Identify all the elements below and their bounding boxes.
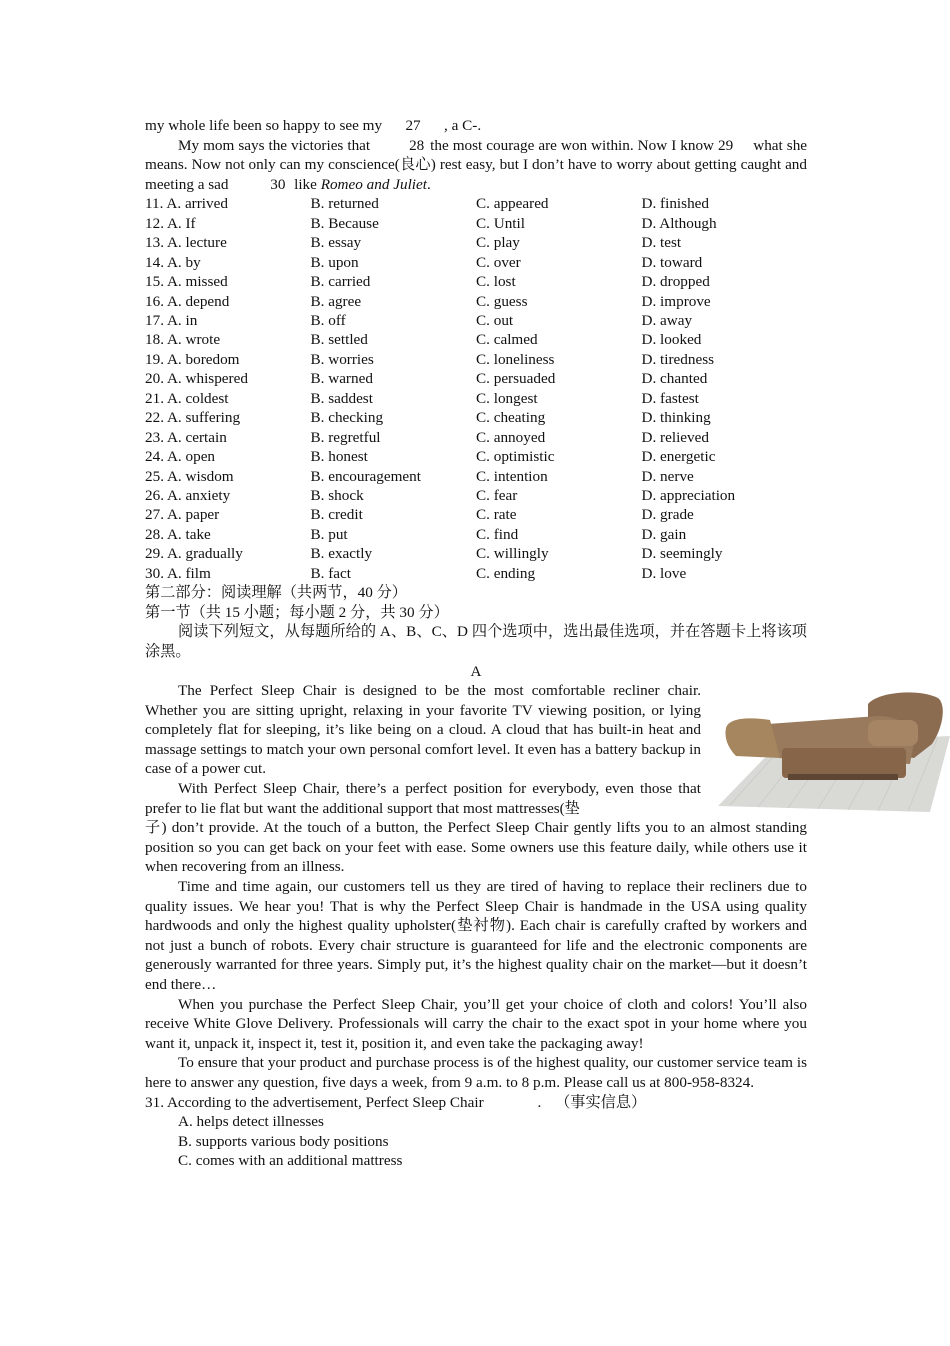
option-row xyxy=(145,214,807,233)
blank-30: 30 xyxy=(270,175,286,193)
q31-choice-c: C. comes with an additional mattress xyxy=(178,1152,403,1170)
option-d: D. improve xyxy=(641,292,711,310)
cloze-paragraph-end: My mom says the victories that 28 the most courage are won within. Now I know 29 what she means. Now not only can my conscience(良心) rest easy, but I don’t have to worry about getting caught and meeting a sad 30 like Romeo and Juliet. xyxy=(145,136,808,193)
option-d: D. appreciation xyxy=(641,486,736,504)
option-a: 22. A. suffering xyxy=(145,409,241,427)
blank-28: 28 xyxy=(409,136,425,154)
option-c: C. calmed xyxy=(476,331,538,349)
passage-a-p3: Time and time again, our customers tell us they are tired of having to replace their recliners due to quality issues. We hear you! That is why the Perfect Sleep Chair is handmade in the USA using quality hardwoods and only the highest quality upholster(垫衬物). Each chair is carefully crafted by workers and not just a bunch of robots. Every chair structure is guaranteed for life and the electronic components are generously warranted for three years. Simply put, it’s the highest quality chair on the market—but it doesn’t end there… xyxy=(145,878,807,993)
option-c: C. annoyed xyxy=(476,428,546,446)
part2-heading: 第二部分：阅读理解（共两节，40 分） xyxy=(145,584,407,602)
option-row xyxy=(145,447,807,466)
cloze-options xyxy=(145,194,807,583)
option-a: 27. A. paper xyxy=(145,506,220,524)
option-row xyxy=(145,253,807,272)
option-d: D. grade xyxy=(641,506,694,524)
chair-base xyxy=(782,748,906,778)
option-row xyxy=(145,505,807,524)
option-c: C. guess xyxy=(476,292,528,310)
passage-a-p4: When you purchase the Perfect Sleep Chair, you’ll get your choice of cloth and colors! You’ll also receive White Glove Delivery. Professionals will carry the chair to the exact spot in your home where you want it, unpack it, inspect it, test it, position it, and even take the packaging away! xyxy=(145,995,807,1052)
option-b: B. warned xyxy=(310,370,373,388)
blank-29: 29 xyxy=(718,136,734,154)
option-a: 23. A. certain xyxy=(145,428,227,446)
option-a: 18. A. wrote xyxy=(145,331,221,349)
option-b: B. honest xyxy=(310,448,368,466)
option-b: B. carried xyxy=(310,273,371,291)
option-row xyxy=(145,330,807,349)
passage-a-label: A xyxy=(470,662,482,680)
option-b: B. worries xyxy=(310,350,374,368)
option-b: B. checking xyxy=(310,409,384,427)
option-b: B. fact xyxy=(310,564,351,582)
option-b: B. put xyxy=(310,525,348,543)
option-c: C. fear xyxy=(476,486,518,504)
q31-choice-a: A. helps detect illnesses xyxy=(178,1113,324,1131)
option-d: D. Although xyxy=(641,214,717,232)
option-c: C. willingly xyxy=(476,545,549,563)
option-row xyxy=(145,408,807,427)
option-b: B. credit xyxy=(310,506,363,524)
question-31: 31. According to the advertisement, Perfect Sleep Chair . （事实信息） xyxy=(145,1093,647,1111)
option-row xyxy=(145,194,807,213)
option-row xyxy=(145,233,807,252)
option-c: C. rate xyxy=(476,506,517,524)
option-c: C. play xyxy=(476,234,520,252)
option-row xyxy=(145,369,807,388)
passage-a-p2-rest: 子) don’t provide. At the touch of a button, the Perfect Sleep Chair gently lifts you to an almost standing position so you can get back on your feet with ease. Some owners use this feature daily, while others use it when recovering from an illness. xyxy=(145,819,807,876)
q31-choice-b: B. supports various body positions xyxy=(178,1132,389,1150)
option-row xyxy=(145,564,807,583)
option-b: B. off xyxy=(310,312,346,329)
option-b: B. exactly xyxy=(310,545,373,563)
option-d: D. fastest xyxy=(641,389,699,407)
option-row xyxy=(145,525,807,544)
option-row xyxy=(145,389,807,408)
option-c: C. intention xyxy=(476,467,548,485)
option-d: D. looked xyxy=(641,331,702,349)
option-row xyxy=(145,272,807,291)
option-c: C. out xyxy=(476,312,514,329)
option-c: C. Until xyxy=(476,214,525,232)
option-c: C. optimistic xyxy=(476,448,555,466)
option-d: D. relieved xyxy=(641,428,709,446)
option-c: C. find xyxy=(476,525,519,543)
option-b: B. returned xyxy=(310,195,379,213)
option-c: C. cheating xyxy=(476,409,546,427)
option-a: 17. A. in xyxy=(145,312,198,329)
option-c: C. longest xyxy=(476,389,538,407)
option-a: 28. A. take xyxy=(145,525,211,543)
option-d: D. toward xyxy=(641,253,703,271)
option-a: 11. A. arrived xyxy=(145,195,228,213)
option-a: 13. A. lecture xyxy=(145,234,227,252)
option-row xyxy=(145,350,807,369)
option-a: 19. A. boredom xyxy=(145,350,240,368)
option-c: C. lost xyxy=(476,273,516,291)
option-a: 16. A. depend xyxy=(145,292,230,310)
option-row xyxy=(145,311,807,330)
option-d: D. nerve xyxy=(641,467,694,485)
option-row xyxy=(145,428,807,447)
option-b: B. saddest xyxy=(310,389,373,407)
instruction: 阅读下列短文，从每题所给的 A、B、C、D 四个选项中，选出最佳选项，并在答题卡上将该项涂黑。 xyxy=(145,623,807,660)
passage-a-p1: The Perfect Sleep Chair is designed to be the most comfortable recliner chair. Whether you are sitting upright, relaxing in your favorite TV viewing position, or lying completely flat for sleeping, it’s like being on a cloud. A cloud that has built-in heat and massage settings to match your own personal comfort level. It even has a battery backup in case of a power cut. xyxy=(145,682,701,778)
option-b: B. upon xyxy=(310,253,359,271)
option-d: D. test xyxy=(641,234,682,252)
option-d: D. love xyxy=(641,564,687,582)
option-a: 29. A. gradually xyxy=(145,545,243,563)
passage-a-p2-wrap: With Perfect Sleep Chair, there’s a perfect position for everybody, even those that prefer to lie flat but want the additional support that most mattresses(垫 xyxy=(145,780,701,817)
option-d: D. finished xyxy=(641,195,709,213)
option-c: C. loneliness xyxy=(476,350,555,368)
option-b: B. essay xyxy=(310,234,362,252)
option-c: C. over xyxy=(476,253,521,271)
option-a: 25. A. wisdom xyxy=(145,467,234,485)
option-b: B. agree xyxy=(310,292,362,310)
option-a: 14. A. by xyxy=(145,253,201,271)
option-b: B. regretful xyxy=(310,428,381,446)
blank-27: 27 xyxy=(405,117,421,134)
option-row xyxy=(145,486,807,505)
option-d: D. gain xyxy=(641,525,687,543)
option-c: C. persuaded xyxy=(476,370,556,388)
option-d: D. seemingly xyxy=(641,545,723,563)
option-row xyxy=(145,544,807,563)
recliner-chair-image xyxy=(718,686,950,812)
option-b: B. encouragement xyxy=(310,467,421,485)
option-b: B. Because xyxy=(310,214,379,232)
option-d: D. chanted xyxy=(641,370,708,388)
option-a: 21. A. coldest xyxy=(145,389,229,407)
option-a: 15. A. missed xyxy=(145,273,228,291)
option-a: 12. A. If xyxy=(145,214,196,232)
option-d: D. energetic xyxy=(641,448,716,466)
option-d: D. dropped xyxy=(641,273,710,291)
passage-a-p5: To ensure that your product and purchase process is of the highest quality, our customer service team is here to answer any question, five days a week, from 9 a.m. to 8 p.m. Please call us at 800-958-8324. xyxy=(145,1054,807,1091)
story-title: Romeo and Juliet xyxy=(320,175,427,193)
option-a: 26. A. anxiety xyxy=(145,486,231,504)
option-row xyxy=(145,467,807,486)
chair-armrest xyxy=(868,720,918,746)
option-b: B. shock xyxy=(310,486,364,504)
option-b: B. settled xyxy=(310,331,368,349)
option-c: C. appeared xyxy=(476,195,549,213)
option-a: 24. A. open xyxy=(145,448,216,466)
option-d: D. thinking xyxy=(641,409,711,427)
cloze-line-1: my whole life been so happy to see my 27 , a C-. xyxy=(145,117,482,134)
option-row xyxy=(145,292,807,311)
option-c: C. ending xyxy=(476,564,536,582)
option-a: 20. A. whispered xyxy=(145,370,248,388)
exam-page xyxy=(145,116,807,1171)
option-a: 30. A. film xyxy=(145,564,211,582)
option-d: D. away xyxy=(641,312,693,329)
section1-heading: 第一节（共 15 小题；每小题 2 分，共 30 分） xyxy=(145,603,449,621)
option-d: D. tiredness xyxy=(641,350,715,368)
